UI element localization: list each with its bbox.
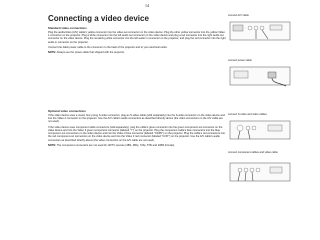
page-number: 14 (145, 3, 149, 8)
note (48, 144, 226, 147)
paragraph: Plug the audio/video (A/V) cable's yellow connector into the video-out connector on the video device. Plug the other yellow connector into the yellow Video 1 connector on the projector. Plug a white connector into the left audio out connector on the video device and plug a red connector into the right audio out connector on the video device. Plug the remaining white connector into the left audio in connector on the projector, and plug the red connector into the right audio in connector on the projector. (48, 30, 226, 44)
paragraph: If the video device uses a round, four-prong S-video connector, plug an S-video cable (sold separately) into the S-video connector on the video device and into the Video 2 connector on the projector. Use the A/V cable's audio connectors as described directly above (the video connectors on the A/V cable are not used). (48, 113, 225, 124)
figure-caption: connect A/V cable (228, 14, 249, 17)
section-optional-video (48, 110, 226, 149)
page-title: Connecting a video device (48, 14, 149, 23)
paragraph: If the video device uses component cable connectors (sold separately), plug the cable's green connector into the green component-out connector on the video device and into the Video 3 green component connector (labeled "Y") on the projector. Plug the component cable's blue connectors into the blue component-out connectors on the video device and into the Video 3 blue connector (labeled "Cb/Pb") on the projector. Plug the cable's red connectors into the red component-out connectors on the video device and into the Video 3 red connector (labeled "Cr/Pr") on the projector. Use the A/V cable's audio connectors as described directly above (the video connectors on the A/V cable are not used). (48, 125, 225, 142)
note-text: Always use the power cable that shipped with the projector. (56, 51, 125, 54)
note-text: The component connectors are not used for HDTV sources (480i, 480p, 720p, 576i and 1080i formats). (56, 143, 175, 147)
figure-caption: connect S-video and video cables (228, 113, 267, 116)
component-cable-figure (228, 160, 294, 184)
s-video-cable-figure (228, 118, 294, 142)
note-label: NOTE: (48, 143, 57, 147)
note-label: NOTE: (48, 51, 57, 54)
note (48, 51, 226, 54)
section-standard-video (48, 27, 226, 56)
av-cable-figure (228, 19, 294, 43)
power-cable-figure (228, 64, 294, 88)
section-heading: Standard video connections (48, 26, 87, 30)
figure-caption: connect component cables and video cable (228, 151, 278, 154)
paragraph: Connect the black power cable to the connector on the back of the projector and to your electrical outlet. (48, 45, 168, 49)
figure-caption: connect power cable (228, 59, 252, 62)
section-heading: Optional video connections (48, 109, 86, 113)
